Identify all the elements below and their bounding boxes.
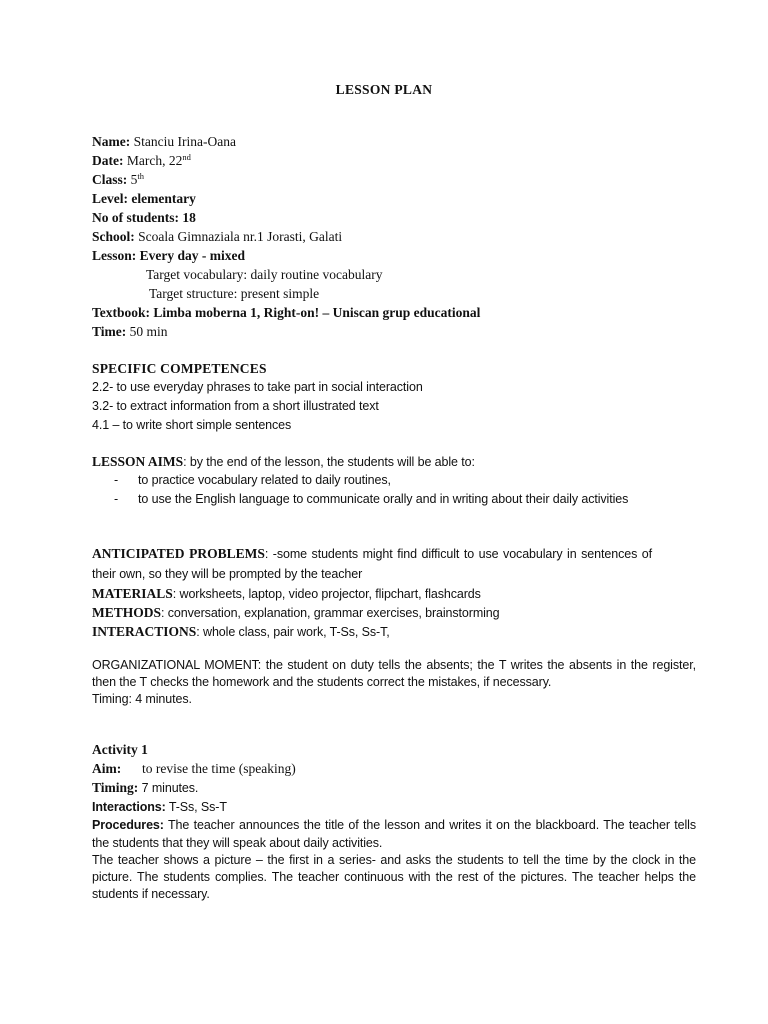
interactions-line: INTERACTIONS: whole class, pair work, T-Ss, Ss-T, <box>92 624 390 639</box>
aims-intro: LESSON AIMS: by the end of the lesson, the students will be able to: <box>92 454 475 469</box>
date-line: Date: March, 22nd <box>92 152 191 168</box>
materials-line: MATERIALS: worksheets, laptop, video projector, flipchart, flashcards <box>92 586 481 601</box>
time-line: Time: 50 min <box>92 324 168 339</box>
planning-section <box>92 544 696 641</box>
activity-aim: Aim: to revise the time (speaking) <box>92 761 296 776</box>
competence-item: 2.2- to use everyday phrases to take part in social interaction <box>92 380 423 394</box>
level-line: Level: elementary <box>92 191 196 206</box>
activity-1-section <box>92 740 696 903</box>
methods-line: METHODS: conversation, explanation, grammar exercises, brainstorming <box>92 605 500 620</box>
page-title: LESSON PLAN <box>335 82 433 97</box>
school-line: School: Scoala Gimnaziala nr.1 Jorasti, Galati <box>92 229 343 244</box>
competences-section <box>92 359 696 435</box>
name-line: Name: Stanciu Irina-Oana <box>92 134 236 149</box>
textbook-line: Textbook: Limba moberna 1, Right-on! – Uniscan grup educational <box>92 305 481 320</box>
activity-procedures: Procedures: The teacher announces the title of the lesson and writes it on the blackboard. The teacher tells the students that they will speak about daily activities. <box>92 818 696 850</box>
aims-list <box>92 471 696 509</box>
lesson-line: Lesson: Every day - mixed <box>92 248 245 263</box>
aims-section <box>92 452 696 509</box>
students-line: No of students: 18 <box>92 210 196 225</box>
list-item: - to use the English language to communicate orally and in writing about their daily activities <box>114 492 629 506</box>
organizational-section <box>92 657 696 708</box>
organizational-timing: Timing: 4 minutes. <box>92 692 192 706</box>
competence-item: 3.2- to extract information from a short illustrated text <box>92 399 379 413</box>
activity-heading: Activity 1 <box>92 742 148 757</box>
target-structure-line: Target structure: present simple <box>149 286 320 301</box>
target-vocabulary-line: Target vocabulary: daily routine vocabulary <box>146 267 383 282</box>
competences-heading: SPECIFIC COMPETENCES <box>92 361 267 376</box>
lesson-info <box>92 132 696 341</box>
activity-timing: Timing: 7 minutes. <box>92 780 199 795</box>
activity-interactions: Interactions: T-Ss, Ss-T <box>92 800 227 814</box>
class-line: Class: 5th <box>92 171 145 187</box>
activity-procedures-continued: The teacher shows a picture – the first in a series- and asks the students to tell the time by the clock in the picture. The students complies. The teacher continuous with the rest of the pictures. The teacher helps the students if necessary. <box>92 853 696 901</box>
list-item: - to practice vocabulary related to daily routines, <box>114 473 391 487</box>
competence-item: 4.1 – to write short simple sentences <box>92 418 292 432</box>
anticipated-problems: ANTICIPATED PROBLEMS: -some students might find difficult to use vocabulary in sentences of their own, so they will be prompted by the teacher <box>92 546 652 581</box>
organizational-text: ORGANIZATIONAL MOMENT: the student on duty tells the absents; the T writes the absents in the register, then the T checks the homework and the students correct the mistakes, if necessary. <box>92 658 696 689</box>
